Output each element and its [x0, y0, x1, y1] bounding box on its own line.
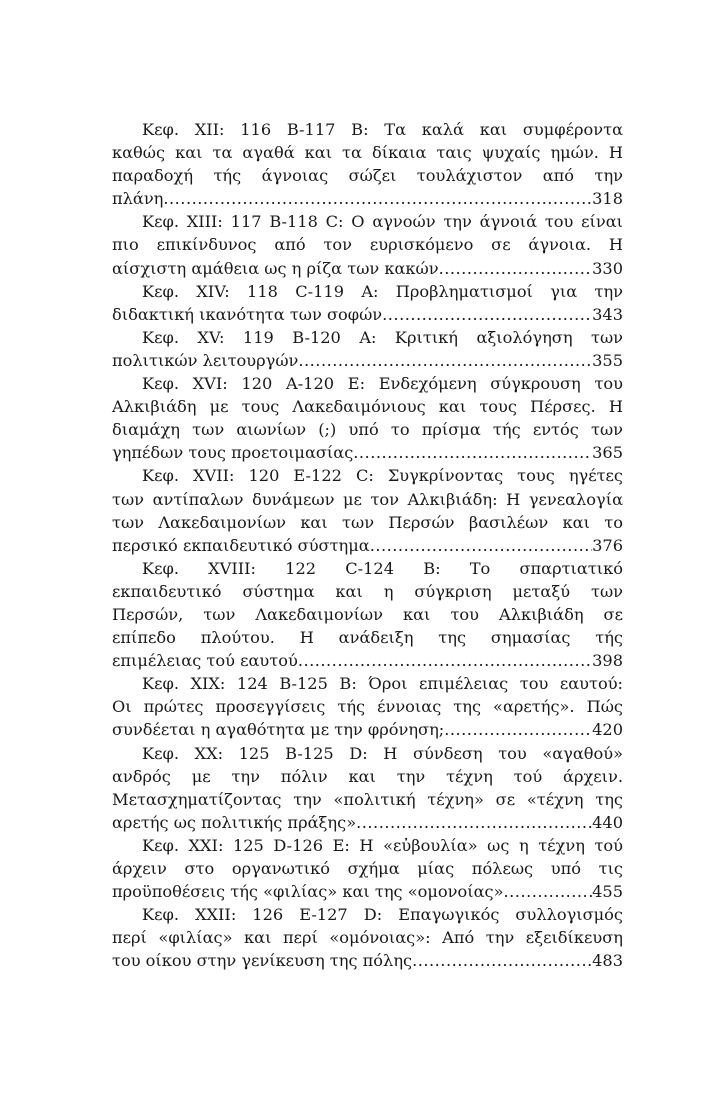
chapter-final-text: συνδέεται η αγαθότητα με την φρόνηση;	[112, 720, 445, 740]
toc-leader-line	[112, 649, 623, 672]
chapter-text-line: εκπαιδευτικό σύστημα και η σύγκριση μεταξύ των	[112, 581, 623, 601]
chapter-text-line: πιο επικίνδυνος από τον ευρισκόμενο σε άγνοια. Η	[112, 235, 623, 255]
chapter-heading-line: Κεφ. XVII: 120 E-122 C: Συγκρίνοντας τους ηγέτες	[142, 466, 623, 486]
toc-entry	[112, 742, 623, 834]
chapter-heading-line: Κεφ. XIV: 118 C-119 A: Προβληματισμοί για την	[142, 281, 623, 301]
table-of-contents	[112, 118, 623, 972]
chapter-text-line: ανδρός με την πόλιν και την τέχνη τού άρχειν.	[112, 766, 623, 786]
chapter-heading-line: Κεφ. XVI: 120 A-120 E: Ενδεχόμενη σύγκρουση του	[142, 374, 623, 394]
chapter-text-line: άρχειν στο οργανωτικό σχήμα μίας πόλεως υπό τις	[112, 859, 623, 878]
dot-leader	[412, 949, 592, 972]
toc-leader-line	[112, 718, 623, 741]
toc-leader-line	[112, 257, 623, 280]
toc-entry	[112, 672, 623, 741]
dot-leader	[382, 303, 592, 326]
page-number: 398	[592, 651, 623, 671]
chapter-heading-line: Κεφ. XXII: 126 E-127 D: Επαγωγικός συλλογισμός	[142, 905, 623, 925]
chapter-heading-line: Κεφ. XII: 116 B-117 B: Τα καλά και συμφέροντα	[142, 120, 623, 139]
chapter-final-text: γηπέδων τους προετοιμασίας	[112, 443, 354, 463]
dot-leader	[298, 349, 592, 372]
page-number: 376	[592, 535, 623, 555]
toc-leader-line	[112, 949, 623, 972]
dot-leader	[353, 441, 592, 464]
page-number: 318	[592, 189, 623, 209]
page-number: 343	[592, 304, 623, 324]
chapter-text-line: των αντίπαλων δυνάμεων με τον Αλκιβιάδη: Η γενεαλογία	[112, 489, 623, 509]
toc-leader-line	[112, 880, 623, 903]
toc-entry	[112, 372, 623, 464]
toc-leader-line	[112, 187, 623, 210]
page-number: 483	[592, 951, 623, 971]
chapter-final-text: αίσχιστη αμάθεια ως η ρίζα των κακών	[112, 258, 439, 278]
toc-entry	[112, 557, 623, 672]
page-number: 330	[592, 258, 623, 278]
chapter-heading-line: Κεφ. XVIII: 122 C-124 B: Το σπαρτιατικό	[142, 558, 623, 578]
dot-leader	[370, 534, 592, 557]
toc-entry	[112, 210, 623, 279]
chapter-final-text: πλάνη	[112, 189, 164, 209]
dot-leader	[504, 880, 593, 903]
toc-leader-line	[112, 811, 623, 834]
chapter-text-line: διαμάχη των αιωνίων (;) υπό το πρίσμα τής εντός των	[112, 420, 623, 440]
chapter-text-line: επίπεδο πλούτου. Η ανάδειξη της σημασίας τής	[112, 628, 623, 648]
chapter-text-line: Περσών, των Λακεδαιμονίων και του Αλκιβιάδη σε	[112, 604, 623, 624]
chapter-text-line: Μετασχηματίζοντας την «πολιτική τέχνη» σε «τέχνη της	[112, 789, 623, 809]
toc-leader-line	[112, 349, 623, 372]
chapter-text-line: καθώς και τα αγαθά και τα δίκαια ταις ψυχαίς ημών. Η	[112, 143, 623, 163]
page-number: 365	[592, 443, 623, 463]
toc-entry	[112, 326, 623, 372]
chapter-heading-line: Κεφ. XIII: 117 B-118 C: Ο αγνοών την άγνοιά του είναι	[142, 212, 623, 232]
toc-entry	[112, 903, 623, 972]
chapter-final-text: περσικό εκπαιδευτικό σύστημα	[112, 535, 370, 555]
toc-leader-line	[112, 534, 623, 557]
chapter-heading-line: Κεφ. XX: 125 B-125 D: Η σύνδεση του «αγαθού»	[142, 743, 623, 763]
chapter-text-line: Οι πρώτες προσεγγίσεις τής έννοιας της «αρετής». Πώς	[112, 697, 623, 717]
dot-leader	[298, 649, 592, 672]
toc-entry	[112, 464, 623, 556]
toc-entry	[112, 118, 623, 210]
toc-leader-line	[112, 303, 623, 326]
dot-leader	[439, 257, 593, 280]
toc-entry	[112, 280, 623, 326]
page-number: 420	[592, 720, 623, 740]
chapter-text-line: περί «φιλίας» και περί «ομόνοιας»: Από την εξειδίκευση	[112, 928, 623, 948]
dot-leader	[444, 718, 592, 741]
dot-leader	[163, 187, 592, 210]
toc-leader-line	[112, 441, 623, 464]
chapter-final-text: πολιτικών λειτουργών	[112, 350, 299, 370]
page-number: 455	[592, 882, 623, 902]
chapter-text-line: των Λακεδαιμονίων και των Περσών βασιλέων και το	[112, 512, 623, 532]
chapter-final-text: του οίκου στην γενίκευση της πόλης	[112, 951, 413, 971]
chapter-heading-line: Κεφ. XIX: 124 B-125 B: Όροι επιμέλειας του εαυτού:	[142, 674, 623, 694]
chapter-text-line: Αλκιβιάδη με τους Λακεδαιμόνιους και τους Πέρσες. Η	[112, 397, 623, 417]
dot-leader	[356, 811, 592, 834]
chapter-final-text: διδακτική ικανότητα των σοφών	[112, 304, 383, 324]
toc-entry	[112, 834, 623, 903]
chapter-text-line: παραδοχή τής άγνοιας σώζει τουλάχιστον από την	[112, 166, 623, 186]
page-number: 440	[592, 812, 623, 832]
chapter-heading-line: Κεφ. XV: 119 B-120 A: Κριτική αξιολόγηση των	[142, 327, 623, 347]
chapter-heading-line: Κεφ. XXI: 125 D-126 E: Η «εὐβουλία» ως η τέχνη τού	[142, 835, 623, 855]
chapter-final-text: αρετής ως πολιτικής πράξης»	[112, 812, 357, 832]
chapter-final-text: προϋποθέσεις τής «φιλίας» και της «ομονοίας»	[112, 882, 504, 902]
page-number: 355	[592, 350, 623, 370]
chapter-final-text: επιμέλειας τού εαυτού	[112, 651, 298, 671]
